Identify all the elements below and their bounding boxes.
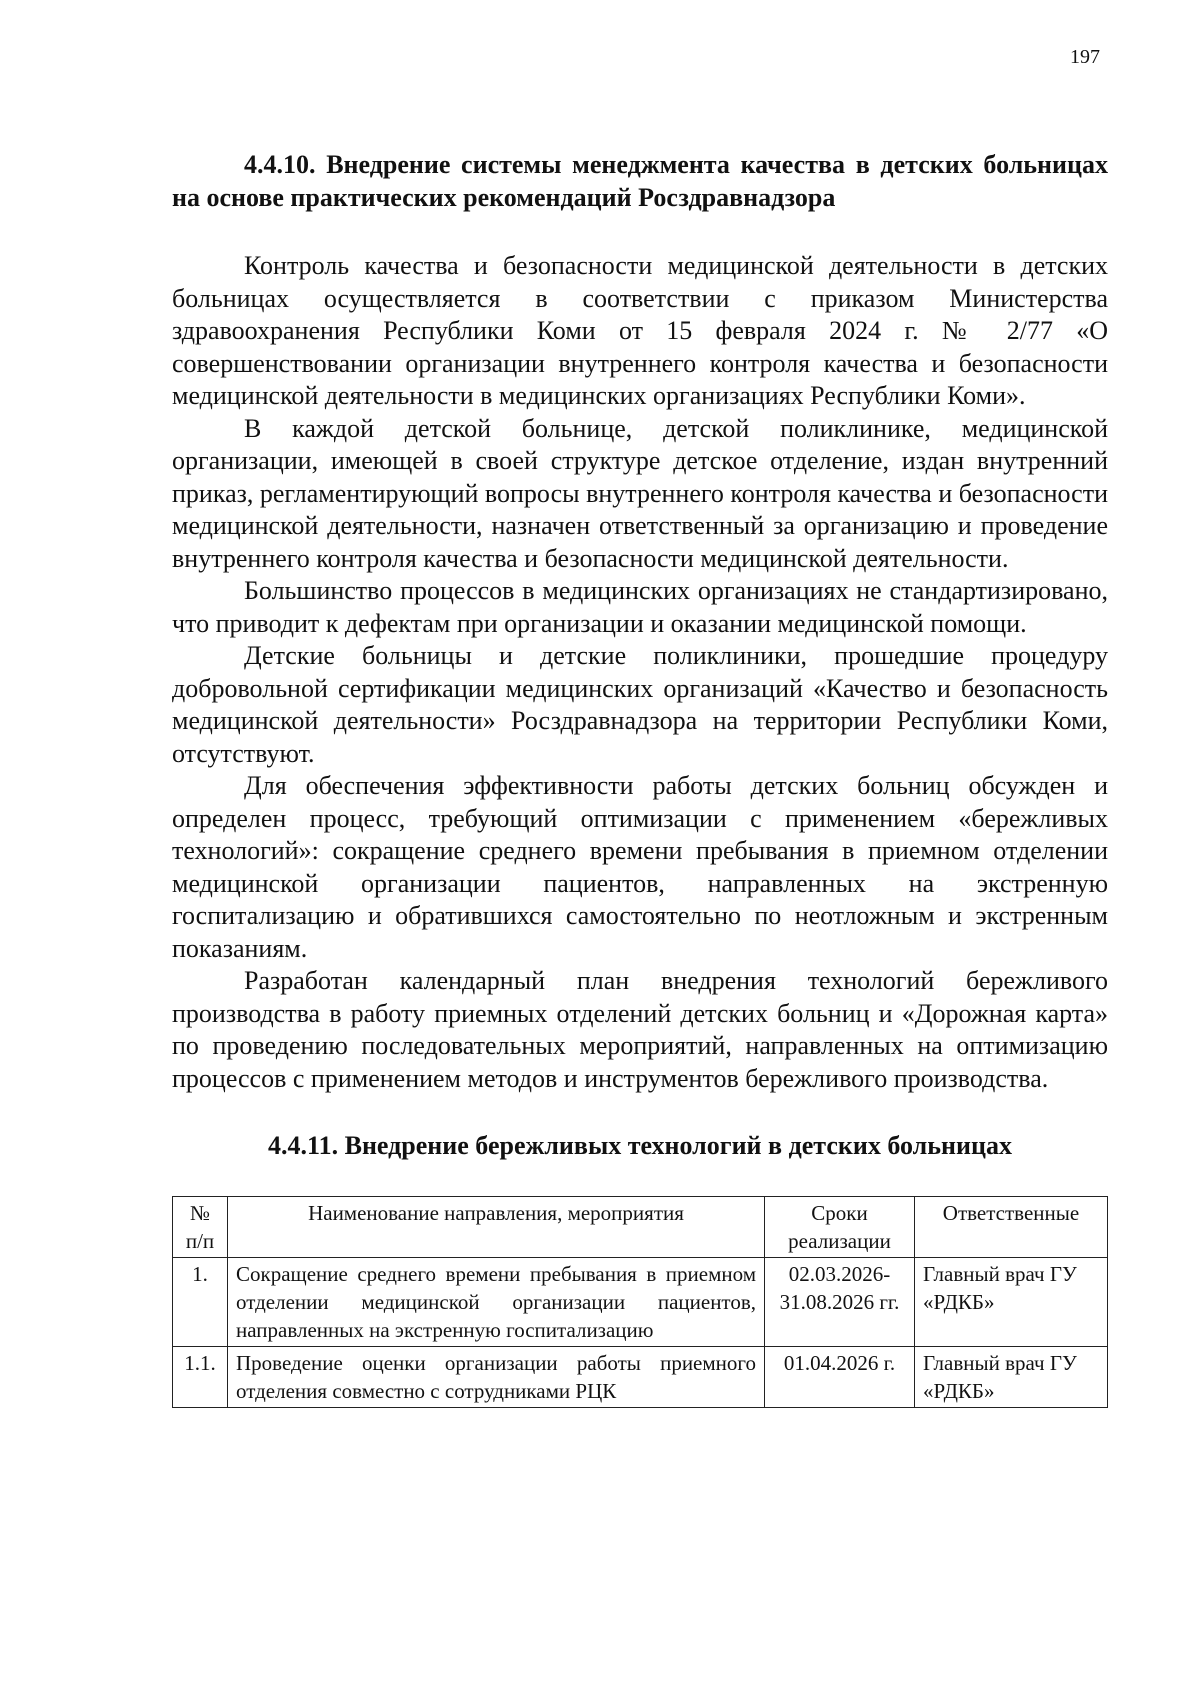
paragraph: Разработан календарный план внедрения технологий бережливого производства в работу приемных отделений детских больниц и «Дорожная карта» по проведению последовательных мероприятий, направленных на оптимизацию процессов с применением методов и инструментов бережливого производства.	[172, 966, 1108, 1093]
paragraph: Детские больницы и детские поликлиники, прошедшие процедуру добровольной сертификации медицинских организаций «Качество и безопасность медицинской деятельности» Росздравнадзора на территории Республики Коми, отсутствуют.	[172, 641, 1108, 768]
page-number: 197	[1070, 46, 1100, 68]
table-header-row	[173, 1197, 1108, 1258]
column-header-name: Наименование направления, мероприятия	[228, 1197, 765, 1258]
paragraph: Контроль качества и безопасности медицинской деятельности в детских больницах осуществляется в соответствии с приказом Министерства здравоохранения Республики Коми от 15 февраля 2024 г. № 2/77 «О совершенствовании организации внутреннего контроля качества и безопасности медицинской деятельности в медицинских организациях Республики Коми».	[172, 251, 1108, 410]
row-dates: 01.04.2026 г.	[765, 1347, 915, 1408]
row-responsible: Главный врач ГУ «РДКБ»	[915, 1347, 1108, 1408]
table-row	[173, 1258, 1108, 1347]
section-heading: 4.4.10. Внедрение системы менеджмента качества в детских больницах на основе практических рекомендаций Росздравнадзора	[172, 150, 1108, 212]
row-name: Проведение оценки организации работы приемного отделения совместно с сотрудниками РЦК	[228, 1347, 765, 1408]
implementation-table	[172, 1196, 1108, 1408]
paragraph: Большинство процессов в медицинских организациях не стандартизировано, что приводит к дефектам при организации и оказании медицинской помощи.	[172, 576, 1108, 638]
document-content	[172, 148, 1108, 1408]
row-responsible: Главный врач ГУ «РДКБ»	[915, 1258, 1108, 1347]
paragraph: В каждой детской больнице, детской поликлинике, медицинской организации, имеющей в своей структуре детское отделение, издан внутренний приказ, регламентирующий вопросы внутреннего контроля качества и безопасности медицинской деятельности, назначен ответственный за организацию и проведение внутреннего контроля качества и безопасности медицинской деятельности.	[172, 413, 1108, 573]
row-name: Сокращение среднего времени пребывания в приемном отделении медицинской организации пациентов, направленных на экстренную госпитализацию	[228, 1258, 765, 1347]
table-row	[173, 1347, 1108, 1408]
row-number: 1.1.	[173, 1347, 228, 1408]
paragraph: Для обеспечения эффективности работы детских больниц обсужден и определен процесс, требующий оптимизации с применением «бережливых технологий»: сокращение среднего времени пребывания в приемном отделении медицинской организации пациентов, направленных на экстренную госпитализацию и обратившихся самостоятельно по неотложным и экстренным показаниям.	[172, 771, 1108, 963]
column-header-dates: Сроки реализации	[765, 1197, 915, 1258]
column-header-responsible: Ответственные	[915, 1197, 1108, 1258]
column-header-number: № п/п	[173, 1197, 228, 1258]
row-number: 1.	[173, 1258, 228, 1347]
table-heading: 4.4.11. Внедрение бережливых технологий в детских больницах	[268, 1131, 1012, 1160]
section-body	[172, 250, 1108, 1095]
row-dates: 02.03.2026- 31.08.2026 гг.	[765, 1258, 915, 1347]
